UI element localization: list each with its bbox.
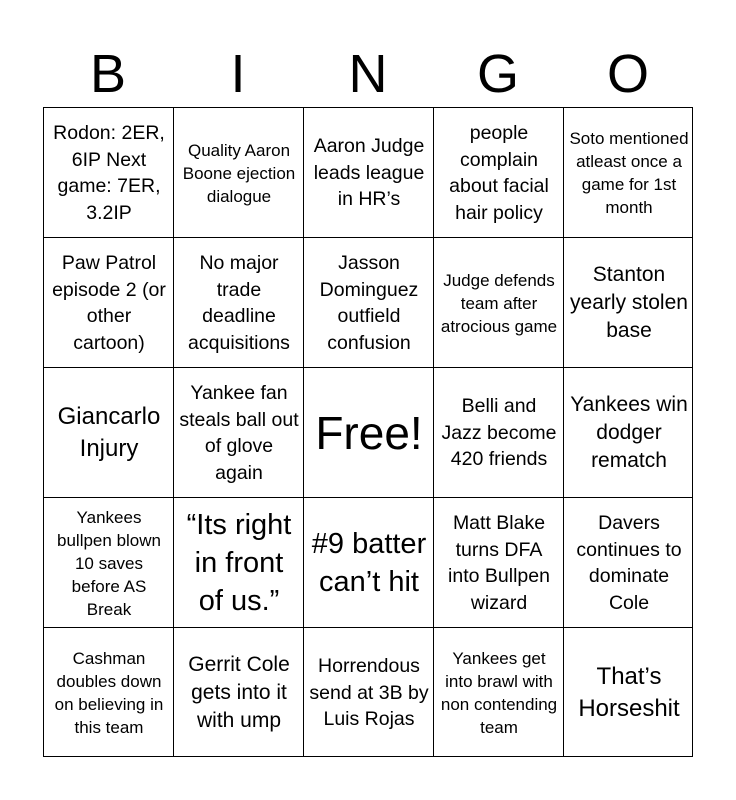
bingo-cell-r5-c3[interactable]: Horrendous send at 3B by Luis Rojas xyxy=(309,655,429,731)
bingo-cell-r5-c1[interactable]: Cashman doubles down on believing in this team xyxy=(54,649,164,737)
bingo-cell-r5-c2[interactable]: Gerrit Cole gets into it with ump xyxy=(188,653,290,732)
bingo-cell-r4-c4[interactable]: Matt Blake turns DFA into Bullpen wizard xyxy=(448,512,550,614)
bingo-header xyxy=(43,40,693,108)
bingo-grid xyxy=(43,107,693,757)
bingo-cell-r2-c1[interactable]: Paw Patrol episode 2 (or other cartoon) xyxy=(52,252,166,354)
header-letter-g: G xyxy=(476,44,519,104)
bingo-cell-r3-c5[interactable]: Yankees win dodger rematch xyxy=(570,393,688,472)
bingo-cell-r2-c4[interactable]: Judge defends team after atrocious game xyxy=(440,270,558,336)
bingo-cell-r2-c5[interactable]: Stanton yearly stolen base xyxy=(570,263,688,342)
bingo-cell-r3-c1[interactable]: Giancarlo Injury xyxy=(57,403,161,462)
header-letter-b: B xyxy=(89,44,127,104)
header-letter-n: N xyxy=(348,44,388,104)
bingo-cell-r1-c1[interactable]: Rodon: 2ER, 6IP Next game: 7ER, 3.2IP xyxy=(53,122,165,224)
bingo-cell-free[interactable]: Free! xyxy=(315,407,423,459)
bingo-cell-r1-c2[interactable]: Quality Aaron Boone ejection dialogue xyxy=(182,140,296,206)
bingo-cell-r2-c3[interactable]: Jasson Dominguez outfield confusion xyxy=(319,252,419,354)
bingo-cell-r4-c2[interactable]: “Its right in front of us.” xyxy=(186,509,292,617)
bingo-cell-r3-c2[interactable]: Yankee fan steals ball out of glove again xyxy=(179,382,299,484)
bingo-cell-r4-c1[interactable]: Yankees bullpen blown 10 saves before AS Break xyxy=(57,507,161,619)
bingo-cell-r4-c3[interactable]: #9 batter can’t hit xyxy=(311,528,427,598)
bingo-cell-r1-c4[interactable]: people complain about facial hair policy xyxy=(449,122,549,224)
header-letter-o: O xyxy=(606,44,649,104)
bingo-cell-r1-c5[interactable]: Soto mentioned atleast once a game for 1st month xyxy=(569,129,689,217)
bingo-cell-r3-c4[interactable]: Belli and Jazz become 420 friends xyxy=(441,395,557,471)
bingo-cell-r2-c2[interactable]: No major trade deadline acquisitions xyxy=(188,252,290,354)
bingo-cell-r4-c5[interactable]: Davers continues to dominate Cole xyxy=(576,512,682,614)
bingo-cell-r1-c3[interactable]: Aaron Judge leads league in HR’s xyxy=(313,135,425,211)
bingo-cell-r5-c4[interactable]: Yankees get into brawl with non contending team xyxy=(440,649,558,737)
bingo-cell-r5-c5[interactable]: That’s Horseshit xyxy=(578,663,680,722)
header-letter-i: I xyxy=(230,44,246,104)
